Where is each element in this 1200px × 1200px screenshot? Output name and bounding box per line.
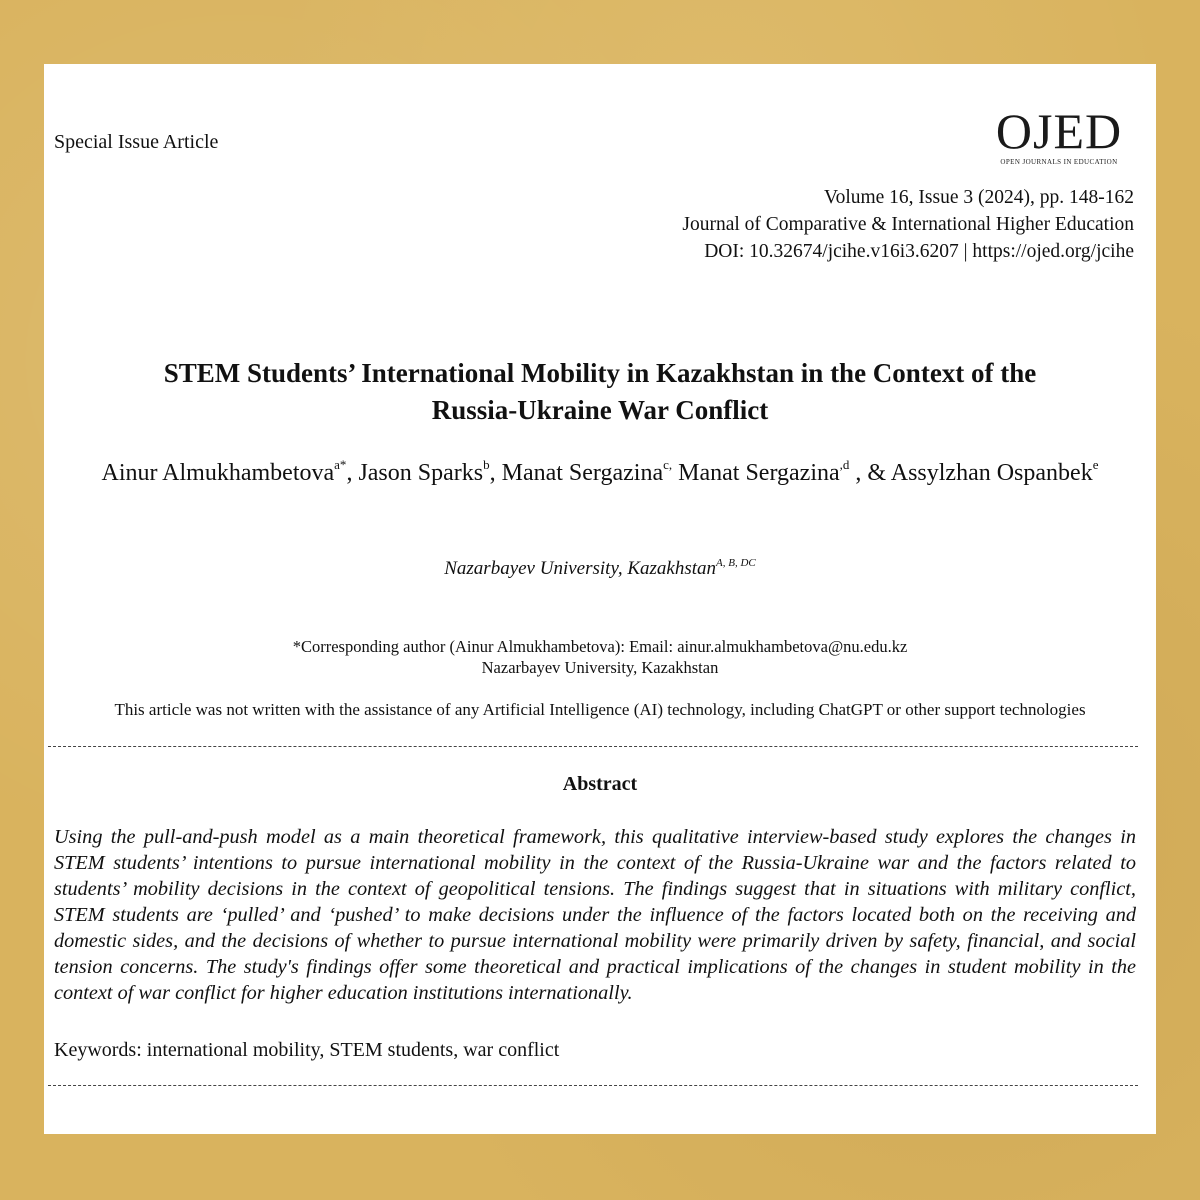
divider-top bbox=[48, 746, 1138, 747]
author-name: Manat Sergazina bbox=[501, 460, 664, 486]
author-superscript: ,d bbox=[839, 457, 850, 472]
logo-name: OJED bbox=[995, 103, 1123, 159]
abstract-heading: Abstract bbox=[562, 773, 638, 795]
author-separator: , & bbox=[849, 460, 891, 486]
article-type-label: Special Issue Article bbox=[54, 131, 219, 153]
affiliation bbox=[44, 558, 1156, 580]
volume-line: Volume 16, Issue 3 (2024), pp. 148-162 bbox=[824, 187, 1134, 208]
title-line-1: STEM Students’ International Mobility in Kazakhstan in the Context of the bbox=[163, 358, 1037, 388]
article-page bbox=[44, 64, 1156, 1134]
corresponding-line-1: *Corresponding author (Ainur Almukhambetova): Email: ainur.almukhambetova@nu.edu.kz bbox=[292, 637, 908, 656]
author-separator: , bbox=[489, 460, 502, 486]
title-line-2: Russia-Ukraine War Conflict bbox=[431, 395, 769, 425]
author-superscript: a* bbox=[334, 457, 347, 472]
journal-meta bbox=[434, 184, 1134, 265]
author-name: Ainur Almukhambetova bbox=[101, 460, 335, 486]
author-name: Manat Sergazina bbox=[678, 460, 840, 486]
author-superscript: c, bbox=[663, 457, 673, 472]
author-list bbox=[44, 456, 1156, 490]
logo-tagline: OPEN JOURNALS IN EDUCATION bbox=[1000, 158, 1118, 166]
ai-statement: This article was not written with the assistance of any Artificial Intelligence (AI) technology, including ChatGPT or other support technologies bbox=[114, 700, 1086, 719]
author-superscript: e bbox=[1092, 457, 1099, 472]
author-name: Assylzhan Ospanbek bbox=[890, 460, 1093, 486]
divider-bottom bbox=[48, 1085, 1138, 1086]
abstract-body: Using the pull-and-push model as a main theoretical framework, this qualitative interview-based study explores the changes in STEM students’ intentions to pursue international mobility in the context of the Russia-Ukraine war and the factors related to students’ mobility decisions in the context of geopolitical tensions. The findings suggest that in situations with military conflict, STEM students are ‘pulled’ and ‘pushed’ to make decisions under the influence of the factors located both on the receiving and domestic sides, and the decisions of whether to pursue international mobility were primarily driven by safety, financial, and social tension concerns. The study's findings offer some theoretical and practical implications of the changes in student mobility in the context of war conflict for higher education institutions internationally. bbox=[54, 826, 1136, 1004]
author-name: Jason Sparks bbox=[358, 460, 484, 486]
author-separator: , bbox=[346, 460, 359, 486]
keywords: Keywords: international mobility, STEM students, war conflict bbox=[54, 1039, 560, 1061]
corresponding-author bbox=[44, 636, 1156, 678]
article-title bbox=[44, 355, 1156, 429]
journal-line: Journal of Comparative & International Higher Education bbox=[682, 214, 1134, 235]
author-superscript: b bbox=[483, 457, 490, 472]
affiliation-superscript: A, B, DC bbox=[716, 557, 756, 569]
corresponding-line-2: Nazarbayev University, Kazakhstan bbox=[481, 658, 719, 677]
doi-line: DOI: 10.32674/jcihe.v16i3.6207 | https://ojed.org/jcihe bbox=[704, 241, 1134, 262]
affiliation-text: Nazarbayev University, Kazakhstan bbox=[444, 558, 717, 579]
ojed-logo bbox=[994, 103, 1124, 166]
